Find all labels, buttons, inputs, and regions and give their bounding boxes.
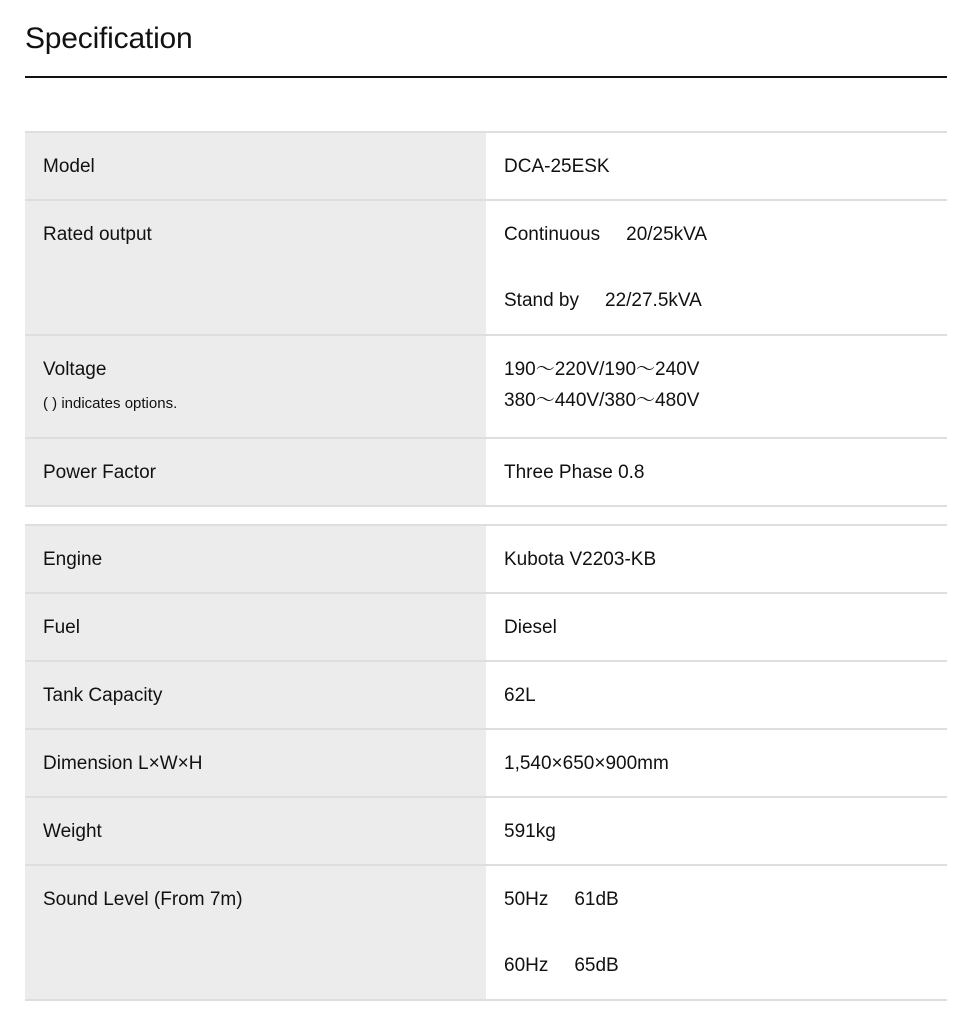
dimension-label: Dimension L×W×H [43,753,203,774]
fuel-label: Fuel [43,617,80,638]
dimension-value: 1,540×650×900mm [504,753,669,774]
spec-table-electrical [25,131,947,507]
spec-value-cell [486,525,947,593]
weight-value: 591kg [504,821,556,842]
engine-label: Engine [43,549,103,570]
standby-value: 22/27.5kVA [605,290,702,311]
spec-label-cell [25,729,486,797]
spec-value-cell [486,200,947,335]
spec-value-cell [486,335,947,438]
spec-row-tank-capacity [25,661,947,729]
spec-label-cell [25,593,486,661]
spec-table-engine [25,524,947,1001]
spec-row-engine [25,525,947,593]
fuel-value: Diesel [504,617,557,638]
spec-row-weight [25,797,947,865]
spec-value-cell [486,729,947,797]
spec-label-cell [25,200,486,335]
model-value: DCA-25ESK [504,156,610,177]
spec-label-cell [25,335,486,438]
spec-row-model [25,132,947,200]
sound-50hz-label: 50Hz [504,889,549,910]
model-label: Model [43,156,95,177]
spec-value-cell [486,797,947,865]
spec-label-cell [25,132,486,200]
sound-60hz-label: 60Hz [504,955,549,976]
engine-value: Kubota V2203-KB [504,549,657,570]
voltage-value-line2: 380～440V/380～480V [504,390,700,411]
spec-value-cell [486,593,947,661]
voltage-label: Voltage [43,359,107,380]
sound-level-label: Sound Level (From 7m) [43,889,243,910]
page-title: Specification [25,22,193,55]
title-divider [25,76,947,78]
spec-label-cell [25,797,486,865]
sound-60hz-value: 65dB [574,955,619,976]
rated-output-label: Rated output [43,224,152,245]
standby-label: Stand by [504,290,579,311]
spec-value-cell [486,438,947,506]
spec-value-cell [486,865,947,1000]
tank-capacity-label: Tank Capacity [43,685,163,706]
spec-row-rated-output [25,200,947,335]
spec-value-cell [486,661,947,729]
spec-label-cell [25,661,486,729]
spec-label-cell [25,865,486,1000]
continuous-label: Continuous [504,224,601,245]
spec-row-power-factor [25,438,947,506]
spec-row-voltage [25,335,947,438]
spec-row-sound-level [25,865,947,1000]
voltage-value-line1: 190～220V/190～240V [504,359,700,380]
power-factor-label: Power Factor [43,462,156,483]
spec-row-dimension [25,729,947,797]
voltage-options-note: ( ) indicates options. [43,395,178,412]
tank-capacity-value: 62L [504,685,536,706]
spec-label-cell [25,438,486,506]
power-factor-value: Three Phase 0.8 [504,462,645,483]
spec-row-fuel [25,593,947,661]
spec-label-cell [25,525,486,593]
sound-50hz-value: 61dB [574,889,619,910]
continuous-value: 20/25kVA [626,224,708,245]
spec-value-cell [486,132,947,200]
weight-label: Weight [43,821,102,842]
